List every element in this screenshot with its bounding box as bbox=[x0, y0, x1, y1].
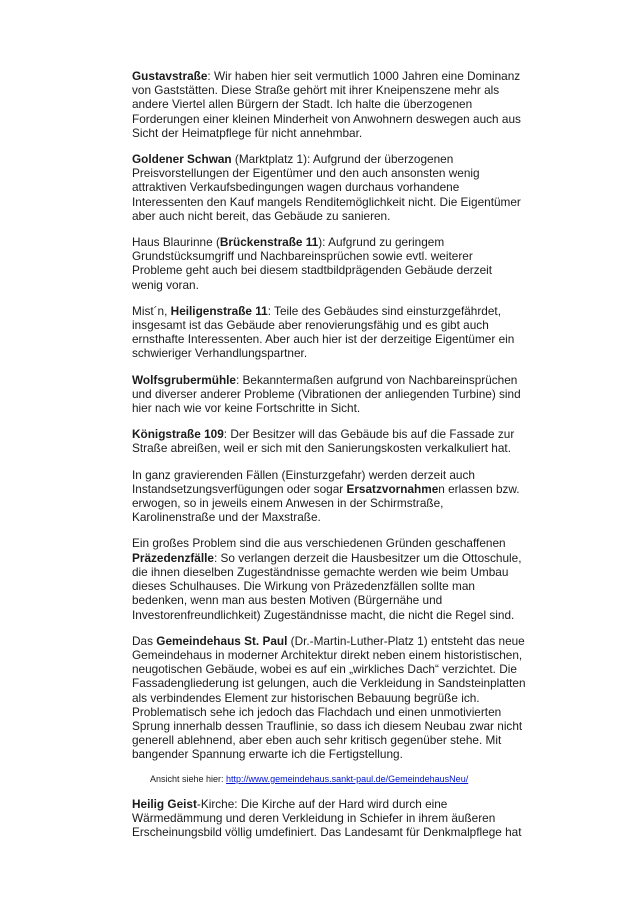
note-paragraph bbox=[150, 774, 526, 785]
document-body bbox=[132, 69, 526, 839]
paragraph bbox=[132, 797, 526, 840]
body-text: : Wir haben hier seit vermutlich 1000 Jahren eine Dominanz von Gaststätten. Diese Straße gehört mit ihrer Kneipenszene mehr als andere Viertel allen Bürgern der Stadt. Ich halte die überzogenen Forderungen einer kleinen Minderheit von Anwohnern deswegen auch aus Sicht der Heimatpflege für nicht annehmbar. bbox=[132, 69, 521, 140]
body-text: Ansicht siehe hier: bbox=[150, 773, 227, 784]
body-text: n erlassen bzw. erwogen, so in jeweils einem Anwesen in der Schirmstraße, Karolinenstraße und der Maxstraße. bbox=[132, 481, 520, 525]
paragraph bbox=[132, 427, 526, 455]
body-text: (Marktplatz 1): Aufgrund der überzogenen Preisvorstellungen der Eigentümer und den auch ansonsten wenig attraktiven Verkaufsbedingungen wagen durchaus vorhandene Interessenten den Kauf mangels Renditemöglichkeit nicht. Die Eigentümer aber auch nicht bereit, das Gebäude zu sanieren. bbox=[132, 152, 521, 223]
body-text: : Bekanntermaßen aufgrund von Nachbareinsprüchen und diverser anderer Probleme (Vibrationen der anliegenden Turbine) sind hier nach wie vor keine Fortschritte in Sicht. bbox=[132, 372, 521, 416]
paragraph bbox=[132, 304, 526, 361]
bold-text: Gemeindehaus St. Paul bbox=[156, 633, 288, 648]
bold-text: Präzedenzfälle bbox=[132, 550, 214, 565]
paragraph bbox=[132, 152, 526, 223]
bold-text: Königstraße 109 bbox=[132, 427, 224, 442]
bold-text: Brückenstraße 11 bbox=[219, 235, 319, 250]
bold-text: Wolfsgrubermühle bbox=[132, 372, 236, 387]
paragraph bbox=[132, 468, 526, 525]
paragraph bbox=[132, 373, 526, 416]
body-text: Mist´n, bbox=[132, 303, 171, 318]
bold-text: Heilig Geist bbox=[132, 796, 197, 811]
bold-text: Goldener Schwan bbox=[132, 152, 232, 167]
paragraph bbox=[132, 536, 526, 621]
body-text: : So verlangen derzeit die Hausbesitzer um die Ottoschule, die ihnen dieselben Zugeständnisse gemachte werden wie beim Umbau dieses Schulhauses. Die Wirkung von Präzedenzfällen sollte man bedenken, wenn man aus besten Motiven (Bürgernähe und Investorenfreundlichkeit) Zugeständnisse macht, die nicht die Regel sind. bbox=[132, 550, 522, 622]
body-text: ): Aufgrund zu geringem Grundstücksumgriff und Nachbareinsprüchen sowie evtl. weiterer Probleme geht auch bei diesem stadtbildprägenden Gebäude derzeit wenig voran. bbox=[132, 235, 493, 292]
body-text: Ein großes Problem sind die aus verschiedenen Gründen geschaffenen bbox=[132, 536, 506, 551]
body-text: : Der Besitzer will das Gebäude bis auf die Fassade zur Straße abreißen, weil er sich mit den Sanierungskosten verkalkuliert hat. bbox=[132, 427, 515, 456]
external-link[interactable]: http://www.gemeindehaus.sankt-paul.de/GemeindehausNeu/ bbox=[226, 773, 469, 784]
bold-text: Ersatzvornahme bbox=[346, 481, 439, 496]
body-text: Haus Blaurinne ( bbox=[132, 235, 220, 250]
paragraph bbox=[132, 235, 526, 292]
body-text: : Teile des Gebäudes sind einsturzgefährdet, insgesamt ist das Gebäude aber renovierungsfähig und es gibt auch ernsthafte Interessenten. Aber auch hier ist der derzeitige Eigentümer ein schwieriger Verhandlungspartner. bbox=[132, 303, 515, 361]
bold-text: Heiligenstraße 11 bbox=[170, 303, 268, 318]
paragraph bbox=[132, 69, 526, 140]
bold-text: Gustavstraße bbox=[132, 69, 208, 83]
body-text: (Dr.-Martin-Luther-Platz 1) entsteht das neue Gemeindehaus in moderner Architektur direkt neben einem historistischen, neugotischen Gebäude, wobei es auf ein „wirkliches Dach“ verzichtet. Die Fassadengliederung ist gelungen, auch die Verkleidung in Sandsteinplatten als verbindendes Element zur historischen Bebauung begrüße ich. Problematisch sehe ich jedoch das Flachdach und einen unmotivierten Sprung innerhalb dessen Trauflinie, so dass ich diesem Neubau zwar nicht generell ablehnend, aber eben auch sehr kritisch gegenüber stehe. Mit bangender Spannung erwarte ich die Fertigstellung. bbox=[132, 633, 526, 762]
paragraph bbox=[132, 634, 526, 762]
body-text: -Kirche: Die Kirche auf der Hard wird durch eine Wärmedämmung und deren Verkleidung in Schiefer in ihrem äußeren Erscheinungsbild völlig umdefiniert. Das Landesamt für Denkmalpflege hat bbox=[132, 796, 522, 839]
body-text: In ganz gravierenden Fällen (Einsturzgefahr) werden derzeit auch Instandsetzungsverfügungen oder sogar bbox=[132, 467, 475, 496]
body-text: Das bbox=[132, 633, 157, 648]
